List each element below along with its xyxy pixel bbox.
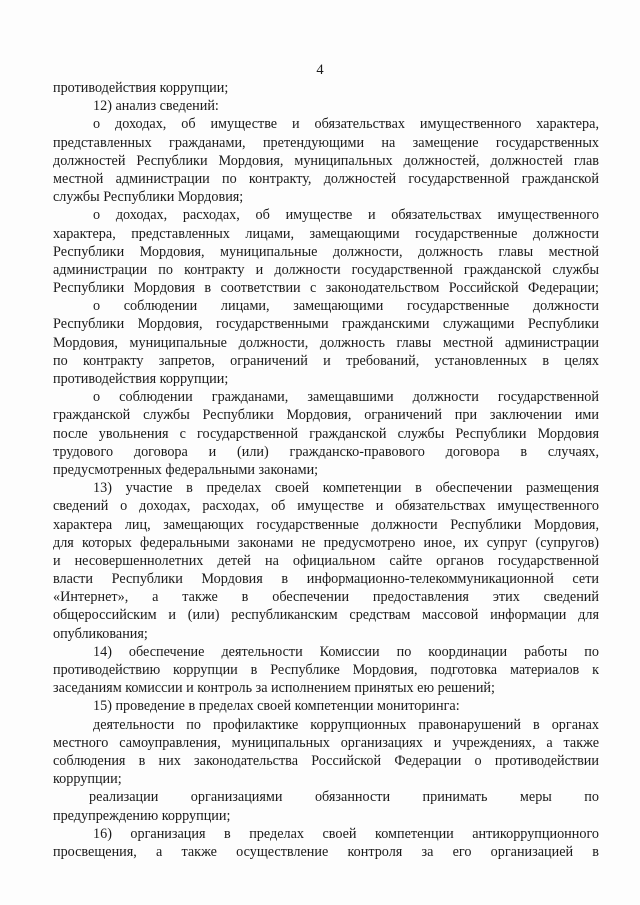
text-line: о доходах, об имуществе и обязательствах имущественного характера, bbox=[93, 116, 599, 133]
text-line: коррупции; bbox=[53, 771, 122, 788]
page-number: 4 bbox=[316, 62, 324, 78]
text-line: о доходах, расходах, об имуществе и обязательствах имущественного bbox=[93, 207, 599, 224]
text-line: для которых федеральными законами не предусмотрено иное, их супруг (супругов) bbox=[53, 534, 599, 551]
text-line: по контракту запретов, ограничений и требований, установленных в целях bbox=[53, 352, 599, 369]
text-line: 13) участие в пределах своей компетенции в обеспечении размещения bbox=[93, 480, 599, 497]
text-line: «Интернет», а также в обеспечении предоставления этих сведений bbox=[53, 589, 599, 606]
text-line: предупреждению коррупции; bbox=[53, 807, 231, 824]
text-line: 16) организация в пределах своей компетенции антикоррупционного bbox=[93, 825, 599, 842]
text-line: местного самоуправления, муниципальных организациях и учреждениях, а также bbox=[53, 734, 599, 751]
text-line: Республики Мордовия, государственными гражданскими служащими Республики bbox=[53, 316, 599, 333]
text-line: соблюдения в них законодательства Российской Федерации о противодействии bbox=[53, 752, 599, 769]
text-line: гражданской службы Республики Мордовия, ограничений при заключении ими bbox=[53, 407, 599, 424]
text-line: трудового договора и (или) гражданско-правового договора в случаях, bbox=[53, 443, 599, 460]
text-line: должностей Республики Мордовия, муниципальных должностей, должностей глав bbox=[53, 152, 599, 169]
text-line: администрации по контракту и должности государственной гражданской службы bbox=[53, 261, 599, 278]
text-line: Республики Мордовия в соответствии с законодательством Российской Федерации; bbox=[53, 280, 599, 297]
text-line: представленных гражданами, претендующими на замещение государственных bbox=[53, 134, 599, 151]
text-line: 14) обеспечение деятельности Комиссии по координации работы по bbox=[93, 643, 599, 660]
text-line: Республики Мордовия, муниципальные должности, должность главы местной bbox=[53, 243, 599, 260]
text-line: реализации организациями обязанности принимать меры по bbox=[89, 789, 599, 806]
text-line: предусмотренных федеральными законами; bbox=[53, 461, 319, 478]
text-line: общероссийским и (или) республиканским средствам массовой информации для bbox=[53, 607, 599, 624]
text-line: о соблюдении гражданами, замещавшими должности государственной bbox=[93, 389, 599, 406]
text-line: о соблюдении лицами, замещающими государственные должности bbox=[93, 298, 599, 315]
text-line: местной администрации по контракту, должностей государственной гражданской bbox=[53, 170, 599, 187]
text-line: противодействия коррупции; bbox=[53, 371, 229, 387]
text-line: просвещения, а также осуществление контроля за его организацией в bbox=[53, 843, 599, 860]
text-line: характера лиц, замещающих государственные должности Республики Мордовия, bbox=[53, 516, 599, 533]
text-line: характера, представленных лицами, замещающими государственные должности bbox=[53, 225, 599, 242]
text-line: противодействия коррупции; bbox=[53, 80, 229, 96]
text-line: власти Республики Мордовия в информационно-телекоммуникационной сети bbox=[53, 571, 599, 588]
text-line: сведений о доходах, расходах, об имуществе и обязательствах имущественного bbox=[53, 498, 599, 515]
text-line: 12) анализ сведений: bbox=[93, 98, 219, 115]
text-line: заседаниям комиссии и контроль за исполнением принятых ею решений; bbox=[53, 680, 495, 697]
text-line: после увольнения с государственной гражданской службы Республики Мордовия bbox=[53, 425, 599, 442]
text-line: 15) проведение в пределах своей компетенции мониторинга: bbox=[93, 698, 460, 715]
text-line: Мордовия, муниципальные должности, должность главы местной администрации bbox=[53, 334, 599, 351]
document-body bbox=[53, 79, 599, 861]
text-line: опубликования; bbox=[53, 625, 148, 642]
text-line: службы Республики Мордовия; bbox=[53, 189, 244, 206]
text-line: и несовершеннолетних детей на официальном сайте органов государственной bbox=[53, 552, 599, 569]
text-line: противодействию коррупции в Республике Мордовия, подготовка материалов к bbox=[53, 662, 599, 678]
text-line: деятельности по профилактике коррупционных правонарушений в органах bbox=[93, 716, 599, 733]
